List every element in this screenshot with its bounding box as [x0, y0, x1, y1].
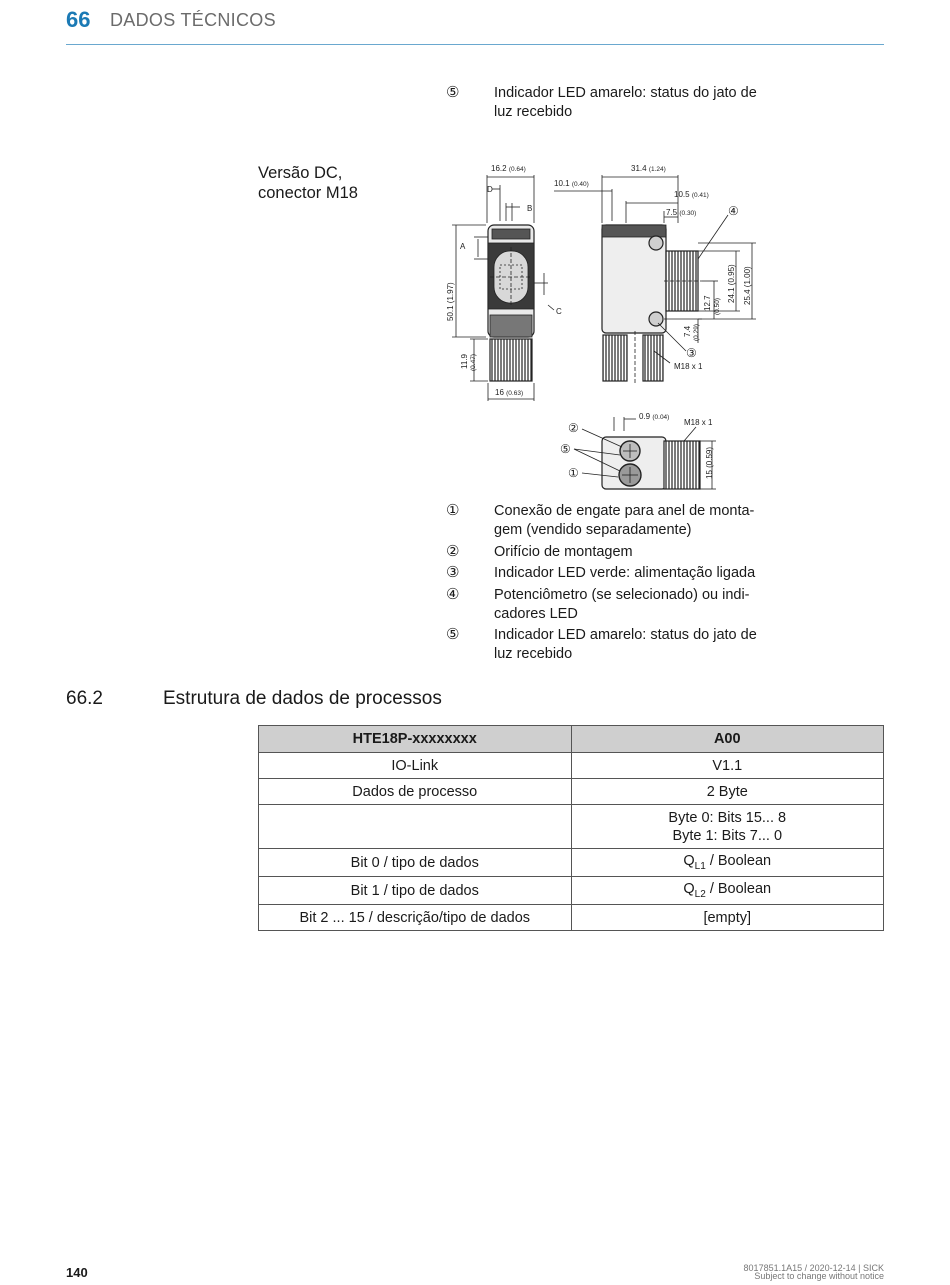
legend-text: Indicador LED amarelo: status do jato de luz recebido	[494, 85, 757, 120]
dim-16: 16 (0.63)	[495, 388, 524, 397]
section-title: Estrutura de dados de processos	[163, 688, 442, 709]
dimension-drawing	[440, 155, 770, 495]
dim-24-1: 24.1 (0.95)	[727, 264, 736, 303]
table-cell: 2 Byte	[571, 779, 884, 805]
variant-line-2: conector M18	[258, 184, 358, 202]
cell-line: Byte 1: Bits 7... 0	[672, 827, 783, 844]
legend-text: Potenciômetro (se selecionado) ou indi-cadores LED	[494, 587, 750, 622]
dim-10-1: 10.1 (0.40)	[554, 179, 589, 188]
table-cell: Bit 1 / tipo de dados	[259, 877, 572, 905]
q-symbol: Q	[683, 881, 695, 898]
dim-7-4: 7.4	[683, 325, 692, 337]
legend-marker: ⑤	[446, 84, 460, 101]
page-number: 140	[66, 1265, 88, 1280]
legend-text: Indicador LED amarelo: status do jato de luz recebido	[494, 627, 757, 662]
q-subscript: L1	[694, 860, 706, 872]
table-cell: IO-Link	[259, 753, 572, 779]
document-reference: 8017851.1A15 / 2020-12-14 | SICK	[743, 1263, 884, 1273]
callout-3: ③	[686, 346, 697, 360]
table-header-cell: HTE18P-xxxxxxxx	[259, 726, 572, 753]
data-type: / Boolean	[705, 881, 772, 898]
dim-12-7-in: (0.50)	[714, 298, 721, 315]
legend-text: Orifício de montagem	[494, 544, 633, 560]
dim-11-9: 11.9	[460, 354, 469, 369]
dim-0-9: 0.9 (0.04)	[639, 412, 670, 421]
legend-marker: ②	[446, 543, 460, 560]
legend-marker: ④	[446, 586, 460, 603]
variant-line-1: Versão DC,	[258, 164, 343, 182]
process-data-table	[258, 725, 884, 931]
cell-line: Byte 0: Bits 15... 8	[668, 809, 787, 826]
dim-a: A	[460, 242, 466, 251]
legend-marker: ⑤	[446, 626, 460, 643]
table-row	[259, 805, 884, 849]
table-row	[259, 905, 884, 931]
callout-5: ⑤	[560, 442, 571, 456]
page-header	[66, 4, 884, 45]
dim-b: B	[527, 204, 533, 213]
q-subscript: L2	[694, 888, 706, 900]
dim-50-1: 50.1 (1.97)	[446, 282, 455, 321]
table-row	[259, 753, 884, 779]
chapter-number: 66	[66, 7, 91, 32]
dim-7-4-in: (0.29)	[693, 324, 700, 341]
legend-marker: ③	[446, 564, 460, 581]
dim-c: C	[556, 307, 562, 316]
section-number: 66.2	[66, 688, 103, 709]
table-cell	[259, 805, 572, 849]
legend-text: Indicador LED verde: alimentação ligada	[494, 565, 756, 581]
table-cell: Bit 0 / tipo de dados	[259, 849, 572, 877]
legend-marker: ①	[446, 502, 460, 519]
dim-7-5: 7.5 (0.30)	[666, 208, 697, 217]
table-row	[259, 849, 884, 877]
table-cell	[571, 849, 884, 877]
table-cell: V1.1	[571, 753, 884, 779]
chapter-title: DADOS TÉCNICOS	[110, 10, 276, 30]
dim-25-4: 25.4 (1.00)	[743, 266, 752, 305]
dim-10-5: 10.5 (0.41)	[674, 190, 709, 199]
table-cell: Bit 2 ... 15 / descrição/tipo de dados	[259, 905, 572, 931]
variant-label	[258, 163, 408, 203]
thread-label-side: M18 x 1	[674, 362, 703, 371]
table-row	[259, 877, 884, 905]
q-symbol: Q	[683, 853, 695, 870]
callout-2: ②	[568, 421, 579, 435]
dim-15: 15 (0.59)	[705, 446, 714, 479]
callout-1: ①	[568, 466, 579, 480]
dim-12-7: 12.7	[703, 295, 712, 311]
table-cell: Dados de processo	[259, 779, 572, 805]
table-row	[259, 779, 884, 805]
table-cell: [empty]	[571, 905, 884, 931]
table-header-cell: A00	[571, 726, 884, 753]
dim-11-9-in: (0.47)	[470, 354, 477, 371]
table-header-row	[259, 726, 884, 753]
table-cell	[571, 877, 884, 905]
table-cell	[571, 805, 884, 849]
dim-16-2: 16.2 (0.64)	[491, 164, 526, 173]
dim-d: D	[487, 185, 493, 194]
dim-31-4: 31.4 (1.24)	[631, 164, 666, 173]
legend-text: Conexão de engate para anel de monta-gem (vendido separadamente)	[494, 503, 755, 538]
callout-4: ④	[728, 204, 739, 218]
data-type: / Boolean	[705, 853, 772, 870]
change-notice: Subject to change without notice	[754, 1271, 884, 1281]
thread-label-bottom: M18 x 1	[684, 418, 713, 427]
